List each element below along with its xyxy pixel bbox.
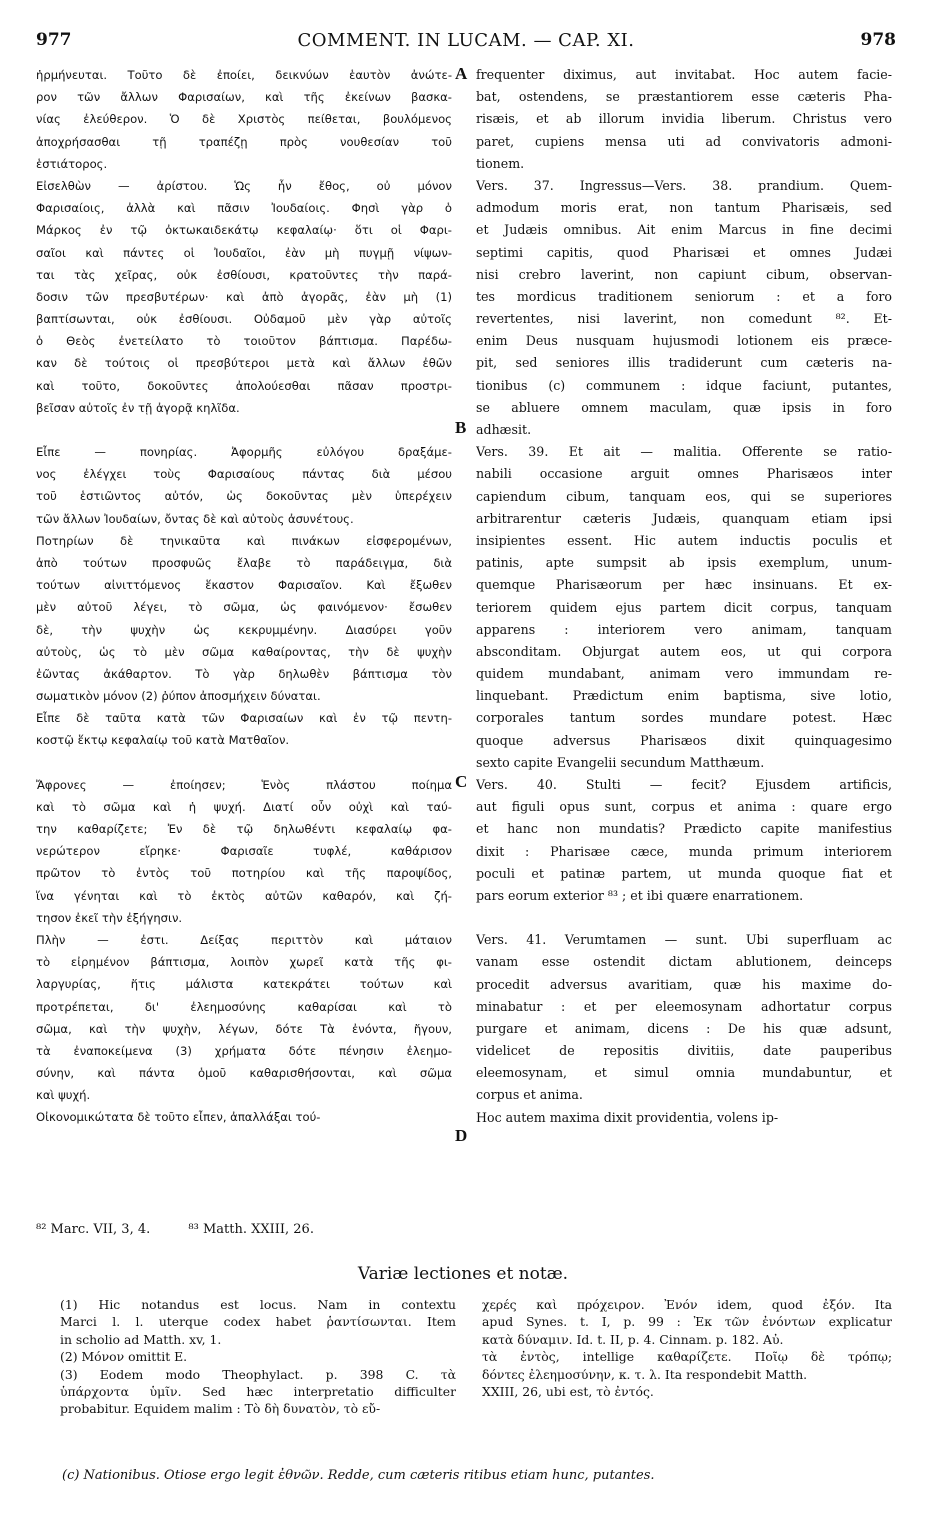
text-line: Πλὴν — ἐστι. Δείξας περιττὸν καὶ μάταιον xyxy=(36,932,452,947)
text-line: δόντες ἐλεημοσύνην, κ. τ. λ. Ita respondebit Matth. xyxy=(482,1366,808,1382)
text-line: ὑπάρχοντα ὑμῖν. Sed hæc interpretatio difficulter xyxy=(60,1383,456,1399)
text-line: Φαρισαίοις, ἀλλὰ καὶ πᾶσιν Ἰουδαίοις. Φησὶ γὰρ ὁ xyxy=(36,201,452,216)
text-line: βαπτίσωνται, οὐκ ἐσθίουσι. Οὐδαμοῦ μὲν γὰρ αὐτοῖς xyxy=(36,312,452,327)
text-line: Εἶπε — πονηρίας. Ἀφορμῆς εὐλόγου δραξάμε- xyxy=(36,445,452,459)
text-line: aut figuli opus sunt, corpus et anima : quare ergo xyxy=(476,799,892,815)
text-line: Vers. 40. Stulti — fecit? Ejusdem artificis, xyxy=(476,777,892,792)
text-line: quidem mundabant, animam vero immundam re- xyxy=(476,666,892,682)
text-line: Ἄφρονες — ἐποίησεν; Ἑνὸς πλάστου ποίημα xyxy=(36,777,452,792)
text-line: Εἰσελθὼν — ἀρίστου. Ὡς ἦν ἔθος, οὐ μόνον xyxy=(36,178,452,193)
text-line: Μάρκος ἐν τῷ ὀκτωκαιδεκάτῳ κεφαλαίῳ· ὅτι οἱ Φαρι- xyxy=(36,223,452,238)
text-line: pars eorum exterior ⁸³ ; et ibi quære enarrationem. xyxy=(476,887,804,903)
text-line: λαργυρίας, ἥτις μάλιστα κατεκράτει τούτων καὶ xyxy=(36,977,452,992)
text-line: ἀπὸ τούτων προσφυῶς ἔλαβε τὸ παράδειγμα, διὰ xyxy=(36,555,452,570)
scripture-footnotes xyxy=(36,1222,456,1237)
text-line: Hoc autem maxima dixit providentia, volens ip- xyxy=(476,1109,779,1125)
text-line: sexto capite Evangelii secundum Matthæum. xyxy=(476,754,765,770)
text-line: videlicet de repositis divitiis, date pauperibus xyxy=(476,1043,892,1059)
text-line: XXIII, 26, ubi est, τὸ ἐντός. xyxy=(482,1383,654,1399)
paragraph-gap xyxy=(36,752,452,774)
text-line: nisi crebro laverint, non capiunt cibum, observan- xyxy=(476,266,892,282)
text-line: frequenter diximus, aut invitabat. Hoc autem facie- xyxy=(476,67,892,82)
text-line: minabatur : et per eleemosynam adhortatur corpus xyxy=(476,998,892,1014)
text-line: corporales tantum sordes mundare potest. Hæc xyxy=(476,710,892,726)
text-line: Marci l. l. uterque codex habet ῥαντίσωνται. Item xyxy=(60,1314,456,1330)
text-line: capiendum cibum, tanquam eos, qui se superiores xyxy=(476,488,892,504)
paragraph-gap xyxy=(36,419,452,441)
running-title: COMMENT. IN LUCAM. — CAP. XI. xyxy=(297,30,635,51)
text-line: insipientes essent. Hic autem inductis poculis et xyxy=(476,532,892,548)
text-line: σύνην, καὶ πάντα ὁμοῦ καθαρισθήσονται, καὶ σῶμα xyxy=(36,1066,452,1081)
text-line: σαῖοι καὶ πάντες οἱ Ἰουδαῖοι, ἐὰν μὴ πυγμῇ νίψων- xyxy=(36,245,452,260)
text-line: κοστῷ ἕκτῳ κεφαλαίῳ τοῦ κατὰ Ματθαῖον. xyxy=(36,733,290,748)
text-line: βεῖσαν αὐτοῖς ἐν τῇ ἀγορᾷ κηλῖδα. xyxy=(36,400,240,415)
text-line: τούτων αἰνιττόμενος ἕκαστον Φαρισαῖον. Καὶ ἔξωθεν xyxy=(36,578,452,593)
text-line: tionem. xyxy=(476,155,525,171)
text-line: apparens : interiorem vero animam, tanquam xyxy=(476,621,892,637)
text-line: quoque adversus Pharisæos dixit quinquagesimo xyxy=(476,732,892,748)
variae-left-column xyxy=(60,1296,456,1418)
variae-title: Variæ lectiones et notæ. xyxy=(357,1264,569,1284)
text-line: τῶν ἄλλων Ἰουδαίων, ὄντας δὲ καὶ αὐτοὺς ἀσυνέτους. xyxy=(36,511,354,526)
text-line: bat, ostendens, se præstantiorem esse cæteris Pha- xyxy=(476,89,892,105)
text-line: κατὰ δύναμιν. Id. t. II, p. 4. Cinnam. p. 182. Αὐ. xyxy=(482,1331,784,1347)
page-header xyxy=(36,30,896,56)
text-line: nabili occasione arguit omnes Pharisæos inter xyxy=(476,466,892,482)
text-line: πρῶτον τὸ ἐντὸς τοῦ ποτηρίου καὶ τῆς παροψίδος, xyxy=(36,866,452,881)
text-line: teriorem quidem ejus partem dicit corpus, tanquam xyxy=(476,599,892,615)
text-line: ται τὰς χεῖρας, οὐκ ἐσθίουσι, κρατοῦντες τὴν παρά- xyxy=(36,267,452,282)
text-line: pit, sed seniores illis tradiderunt cum cæteris na- xyxy=(476,355,892,371)
bottom-note: (c) Nationibus. Otiose ergo legit ἐθνῶν. Redde, cum cæteris ritibus etiam hunc, putantes. xyxy=(62,1468,655,1483)
margin-letter-a: A xyxy=(455,64,468,83)
text-line: νος ἐλέγχει τοὺς Φαρισαίους πάντας διὰ μέσου xyxy=(36,467,452,482)
text-line: et Judæis omnibus. Ait enim Marcus in fine decimi xyxy=(476,222,892,238)
footnote-83: ⁸³ Matth. XXIII, 26. xyxy=(188,1222,314,1237)
text-line: septimi capitis, quod Pharisæi et omnes Judæi xyxy=(476,244,892,260)
text-line: μὲν αὐτοῦ λέγει, τὸ σῶμα, ὡς φαινόμενον· ἔσωθεν xyxy=(36,600,452,615)
text-line: in scholio ad Matth. xv, 1. xyxy=(60,1331,222,1347)
footnote-82: ⁸² Marc. VII, 3, 4. xyxy=(36,1222,151,1237)
text-line: καν δὲ τούτοις οἱ πρεσβύτεροι μετὰ καὶ ἄλλων ἐθῶν xyxy=(36,356,452,371)
text-line: ὁ Θεὸς ἐνετείλατο τὸ τοιοῦτον βάπτισμα. Παρέδω- xyxy=(36,334,452,349)
text-line: tionibus (c) communem : idque faciunt, putantes, xyxy=(476,377,892,393)
text-line: (3) Eodem modo Theophylact. p. 398 C. τὰ xyxy=(60,1366,456,1382)
text-line: purgare et animam, dicens : De his quæ adsunt, xyxy=(476,1020,892,1036)
text-line: σωματικὸν μόνον (2) ῥύπον ἀποσμήχειν δύναται. xyxy=(36,689,321,704)
text-line: enim Deus nusquam hujusmodi lotionem eis præce- xyxy=(476,333,892,349)
text-line: Vers. 37. Ingressus—Vers. 38. prandium. Quem- xyxy=(476,177,892,193)
text-line: Εἶπε δὲ ταῦτα κατὰ τῶν Φαρισαίων καὶ ἐν τῷ πεντη- xyxy=(36,711,452,726)
text-line: patinis, apte sumpsit ab ipsis exemplum, unum- xyxy=(476,555,892,571)
latin-column xyxy=(476,64,892,1129)
text-line: apud Synes. t. I, p. 99 : Ἐκ τῶν ἐνόντων explicatur xyxy=(482,1314,892,1330)
text-line: procedit adversus avaritiam, quæ his maxime do- xyxy=(476,976,892,992)
text-line: Οἰκονομικώτατα δὲ τοῦτο εἶπεν, ἀπαλλάξαι τού- xyxy=(36,1110,321,1125)
text-line: καὶ ψυχή. xyxy=(36,1088,91,1103)
text-line: ρον τῶν ἄλλων Φαρισαίων, καὶ τῆς ἐκείνων βασκα- xyxy=(36,90,452,105)
text-line: dixit : Pharisæe cæce, munda primum interiorem xyxy=(476,843,892,859)
text-line: τὸ εἰρημένον βάπτισμα, λοιπὸν χωρεῖ κατὰ τῆς φι- xyxy=(36,955,452,970)
text-line: vanam esse ostendit dictam ablutionem, deinceps xyxy=(476,954,892,970)
text-line: τὰ ἐναποκείμενα (3) χρήματα δότε πένησιν ἐλεημο- xyxy=(36,1043,452,1058)
text-line: corpus et anima. xyxy=(476,1087,583,1103)
text-line: eleemosynam, et simul omnia mundabuntur, et xyxy=(476,1065,892,1081)
text-line: revertentes, nisi laverint, non comedunt ⁸². Et- xyxy=(476,311,892,327)
greek-column xyxy=(36,64,452,1129)
text-line: ἑστιάτορος. xyxy=(36,156,108,171)
text-line: linquebant. Prædictum enim baptisma, sive lotio, xyxy=(476,688,892,704)
text-line: νίας ἐλεύθερον. Ὁ δὲ Χριστὸς πείθεται, βουλόμενος xyxy=(36,112,452,127)
text-line: καὶ τοῦτο, δοκοῦντες ἀπολούεσθαι πᾶσαν προστρι- xyxy=(36,378,452,393)
text-line: probabitur. Equidem malim : Τὸ δὴ δυνατὸν, τὸ εὔ- xyxy=(60,1401,381,1417)
text-line: adhæsit. xyxy=(476,422,532,437)
text-line: δὲ, τὴν ψυχὴν ὡς κεκρυμμένην. Διασύρει γοῦν xyxy=(36,622,452,637)
text-line: αὐτοὺς, ὡς τὸ μὲν σῶμα καθαίροντας, τὴν δὲ ψυχὴν xyxy=(36,644,452,659)
text-line: et hanc non mundatis? Prædicto capite manifestius xyxy=(476,821,892,837)
text-line: ἡρμήνευται. Τοῦτο δὲ ἐποίει, δεικνύων ἑαυτὸν ἀνώτε- xyxy=(36,68,452,82)
text-line: Vers. 41. Verumtamen — sunt. Ubi superfluam ac xyxy=(476,932,892,948)
paragraph-gap xyxy=(476,907,892,929)
variae-right-column xyxy=(482,1296,892,1400)
text-line: quemque Pharisæorum per hæc insinuans. Et ex- xyxy=(476,577,892,593)
text-line: tes mordicus traditionem seniorum : et a foro xyxy=(476,288,892,304)
text-line: absconditam. Objurgat autem eos, ut qui corpora xyxy=(476,643,892,659)
text-line: ἐῶντας ἀκάθαρτον. Τὸ γὰρ δηλωθὲν βάπτισμα τὸν xyxy=(36,666,452,681)
text-line: (2) Μόνον omittit E. xyxy=(60,1349,188,1365)
text-line: Ποτηρίων δὲ τηνικαῦτα καὶ πινάκων εἰσφερομένων, xyxy=(36,533,452,548)
margin-letter-c: C xyxy=(455,772,468,791)
text-line: paret, cupiens mensa uti ad convivatoris admoni- xyxy=(476,133,892,149)
margin-letter-d: D xyxy=(455,1126,468,1145)
text-line: se abluere omnem maculam, quæ ipsis in foro xyxy=(476,399,892,415)
text-line: τὰ ἐντὸς, intellige καθαρίζετε. Ποῖῳ δὲ τρόπῳ; xyxy=(482,1349,892,1365)
text-line: Vers. 39. Et ait — malitia. Offerente se ratio- xyxy=(476,444,892,460)
text-line: την καθαρίζετε; Ἐν δὲ τῷ δηλωθέντι κεφαλαίῳ φα- xyxy=(36,822,452,836)
text-line: χερές καὶ πρόχειρον. Ἐνόν idem, quod ἐξόν. Ita xyxy=(482,1297,892,1312)
text-line: τοῦ ἑστιῶντος αὐτόν, ὡς δοκοῦντας μὲν ὑπερέχειν xyxy=(36,489,452,504)
text-line: καὶ τὸ σῶμα καὶ ἡ ψυχή. Διατί οὖν οὐχὶ καὶ ταύ- xyxy=(36,799,452,814)
page-number-right: 978 xyxy=(860,30,896,50)
text-line: δοσιν τῶν πρεσβυτέρων· καὶ ἀπὸ ἀγορᾶς, ἐὰν μὴ (1) xyxy=(36,289,452,304)
text-line: προτρέπεται, δι' ἐλεημοσύνης καθαρίσαι καὶ τὸ xyxy=(36,999,452,1014)
margin-letter-b: B xyxy=(455,418,467,437)
text-line: ἵνα γένηται καὶ τὸ ἐκτὸς αὐτῶν καθαρόν, καὶ ζή- xyxy=(36,888,452,903)
text-line: σῶμα, καὶ τὴν ψυχὴν, λέγων, δότε Τὰ ἐνόντα, ἤγουν, xyxy=(36,1021,452,1036)
text-line: admodum moris erat, non tantum Pharisæis, sed xyxy=(476,200,892,216)
page-number-left: 977 xyxy=(36,30,72,50)
text-line: τησον ἐκεῖ τὴν ἐξήγησιν. xyxy=(36,910,183,925)
text-line: (1) Hic notandus est locus. Nam in contextu xyxy=(60,1297,456,1312)
text-line: poculi et patinæ partem, ut munda quoque fiat et xyxy=(476,865,892,881)
text-line: νερώτερον εἴρηκε· Φαρισαῖε τυφλέ, καθάρισον xyxy=(36,844,452,859)
text-line: risæis, et ab illorum invidia liberum. Christus vero xyxy=(476,111,892,127)
text-line: arbitrarentur cæteris Judæis, quanquam etiam ipsi xyxy=(476,510,892,526)
text-line: ἀποχρήσασθαι τῇ τραπέζῃ πρὸς νουθεσίαν τοῦ xyxy=(36,134,452,149)
